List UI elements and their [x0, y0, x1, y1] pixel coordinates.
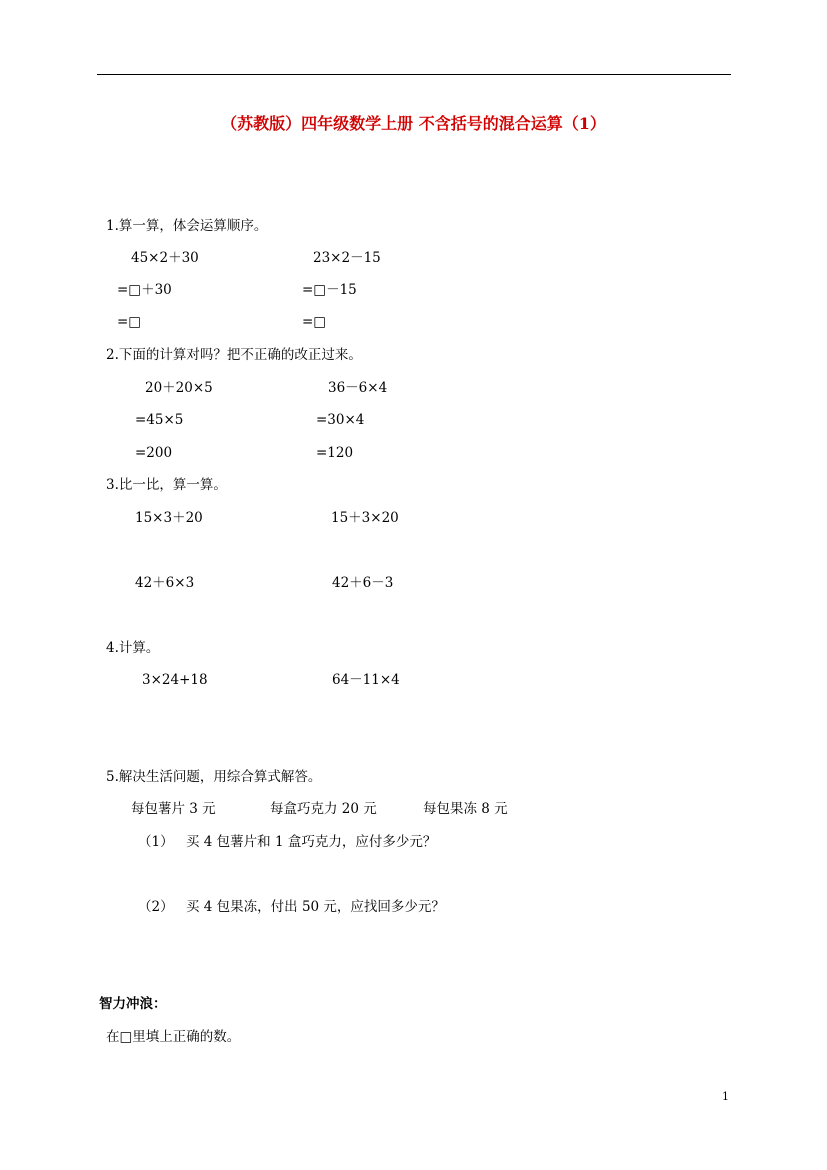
page-title: （苏教版）四年级数学上册 不含括号的混合运算（1） [221, 114, 606, 133]
page-number: 1 [722, 1090, 729, 1103]
q5-price-2: 每盒巧克力 20 元 [270, 801, 377, 817]
q5-heading: 5.解决生活问题，用综合算式解答。 [106, 769, 322, 785]
q4-item-1: 3×24+18 [142, 672, 208, 688]
q5-price-3: 每包果冻 8 元 [423, 801, 508, 817]
bonus-text: 在□里填上正确的数。 [106, 1029, 241, 1045]
q2-left-line-2: =45×5 [135, 412, 184, 428]
q3-item-4: 42＋6－3 [332, 575, 394, 591]
q5-sub1-text: 买 4 包薯片和 1 盒巧克力，应付多少元？ [186, 834, 437, 850]
q2-right-line-1: 36－6×4 [328, 380, 388, 396]
q3-item-3: 42＋6×3 [135, 575, 195, 591]
q1-right-line-3: =□ [302, 314, 327, 330]
q2-left-line-3: =200 [135, 445, 173, 461]
q3-item-2: 15＋3×20 [331, 510, 399, 526]
q1-left-line-1: 45×2＋30 [131, 250, 199, 266]
q1-left-line-2: =□＋30 [117, 282, 172, 298]
q4-item-2: 64－11×4 [332, 672, 400, 688]
q4-heading: 4.计算。 [106, 640, 160, 656]
q2-right-line-3: =120 [316, 445, 354, 461]
q5-price-1: 每包薯片 3 元 [131, 801, 216, 817]
q5-sub1-number: （1） [138, 834, 174, 850]
q1-left-line-3: =□ [117, 314, 142, 330]
q5-sub2-text: 买 4 包果冻，付出 50 元，应找回多少元？ [186, 899, 445, 915]
q1-right-line-1: 23×2－15 [313, 250, 381, 266]
header-rule [97, 74, 731, 75]
q3-item-1: 15×3＋20 [135, 510, 203, 526]
q5-sub2-number: （2） [138, 899, 174, 915]
q2-right-line-2: =30×4 [316, 412, 365, 428]
q2-heading: 2.下面的计算对吗？把不正确的改正过来。 [106, 347, 362, 363]
q3-heading: 3.比一比，算一算。 [106, 477, 227, 493]
q1-right-line-2: =□－15 [302, 282, 357, 298]
bonus-heading: 智力冲浪： [99, 996, 167, 1012]
q1-heading: 1.算一算，体会运算顺序。 [106, 218, 268, 234]
q2-left-line-1: 20＋20×5 [145, 380, 213, 396]
